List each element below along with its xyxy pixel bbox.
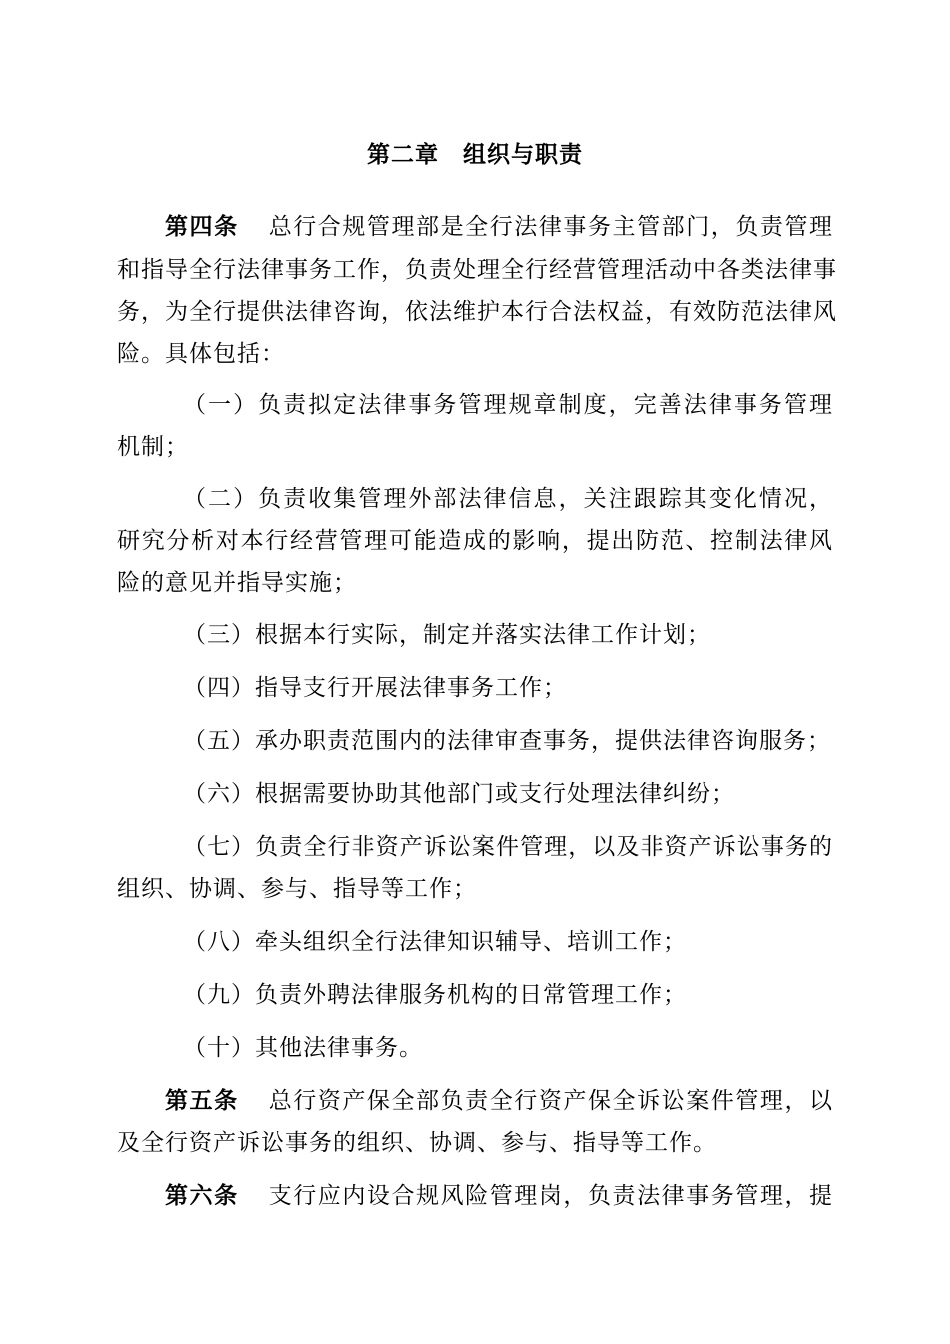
item-2-line-1: （二）负责收集管理外部法律信息，关注跟踪其变化情况， [183, 486, 833, 512]
item-1-line-1: （一）负责拟定法律事务管理规章制度，完善法律事务管理 [183, 392, 833, 418]
article-4-line-2: 和指导全行法律事务工作，负责处理全行经营管理活动中各类法律事 [117, 257, 837, 283]
article-4-label: 第四条 [165, 213, 239, 240]
item-5: （五）承办职责范围内的法律审查事务，提供法律咨询服务； [183, 728, 831, 754]
article-6-label: 第六条 [165, 1182, 239, 1209]
article-4-line-3: 务，为全行提供法律咨询，依法维护本行合法权益，有效防范法律风 [117, 299, 837, 325]
item-1-line-2: 机制； [117, 434, 189, 460]
item-7-line-2: 组织、协调、参与、指导等工作； [117, 876, 477, 902]
article-5-line-2: 及全行资产诉讼事务的组织、协调、参与、指导等工作。 [117, 1130, 717, 1156]
item-7-line-1: （七）负责全行非资产诉讼案件管理，以及非资产诉讼事务的 [183, 834, 833, 860]
item-3: （三）根据本行实际，制定并落实法律工作计划； [183, 622, 711, 648]
article-4-line-4: 险。具体包括： [117, 341, 285, 367]
chapter-title: 第二章 组织与职责 [367, 141, 583, 168]
article-6-line-1 [165, 1181, 833, 1211]
item-9: （九）负责外聘法律服务机构的日常管理工作； [183, 982, 687, 1008]
item-2-line-2: 研究分析对本行经营管理可能造成的影响，提出防范、控制法律风 [117, 528, 833, 554]
item-4: （四）指导支行开展法律事务工作； [183, 675, 567, 701]
article-5-line-1 [165, 1086, 833, 1116]
item-6: （六）根据需要协助其他部门或支行处理法律纠纷； [183, 781, 735, 807]
article-4-line-1 [165, 212, 833, 242]
article-6-text-1: 支行应内设合规风险管理岗，负责法律事务管理，提 [268, 1183, 834, 1209]
article-5-label: 第五条 [165, 1087, 239, 1114]
item-2-line-3: 险的意见并指导实施； [117, 570, 357, 596]
article-5-text-1: 总行资产保全部负责全行资产保全诉讼案件管理，以 [268, 1088, 834, 1114]
item-8: （八）牵头组织全行法律知识辅导、培训工作； [183, 929, 687, 955]
article-4-text-1: 总行合规管理部是全行法律事务主管部门，负责管理 [268, 214, 834, 240]
item-10: （十）其他法律事务。 [183, 1035, 423, 1061]
